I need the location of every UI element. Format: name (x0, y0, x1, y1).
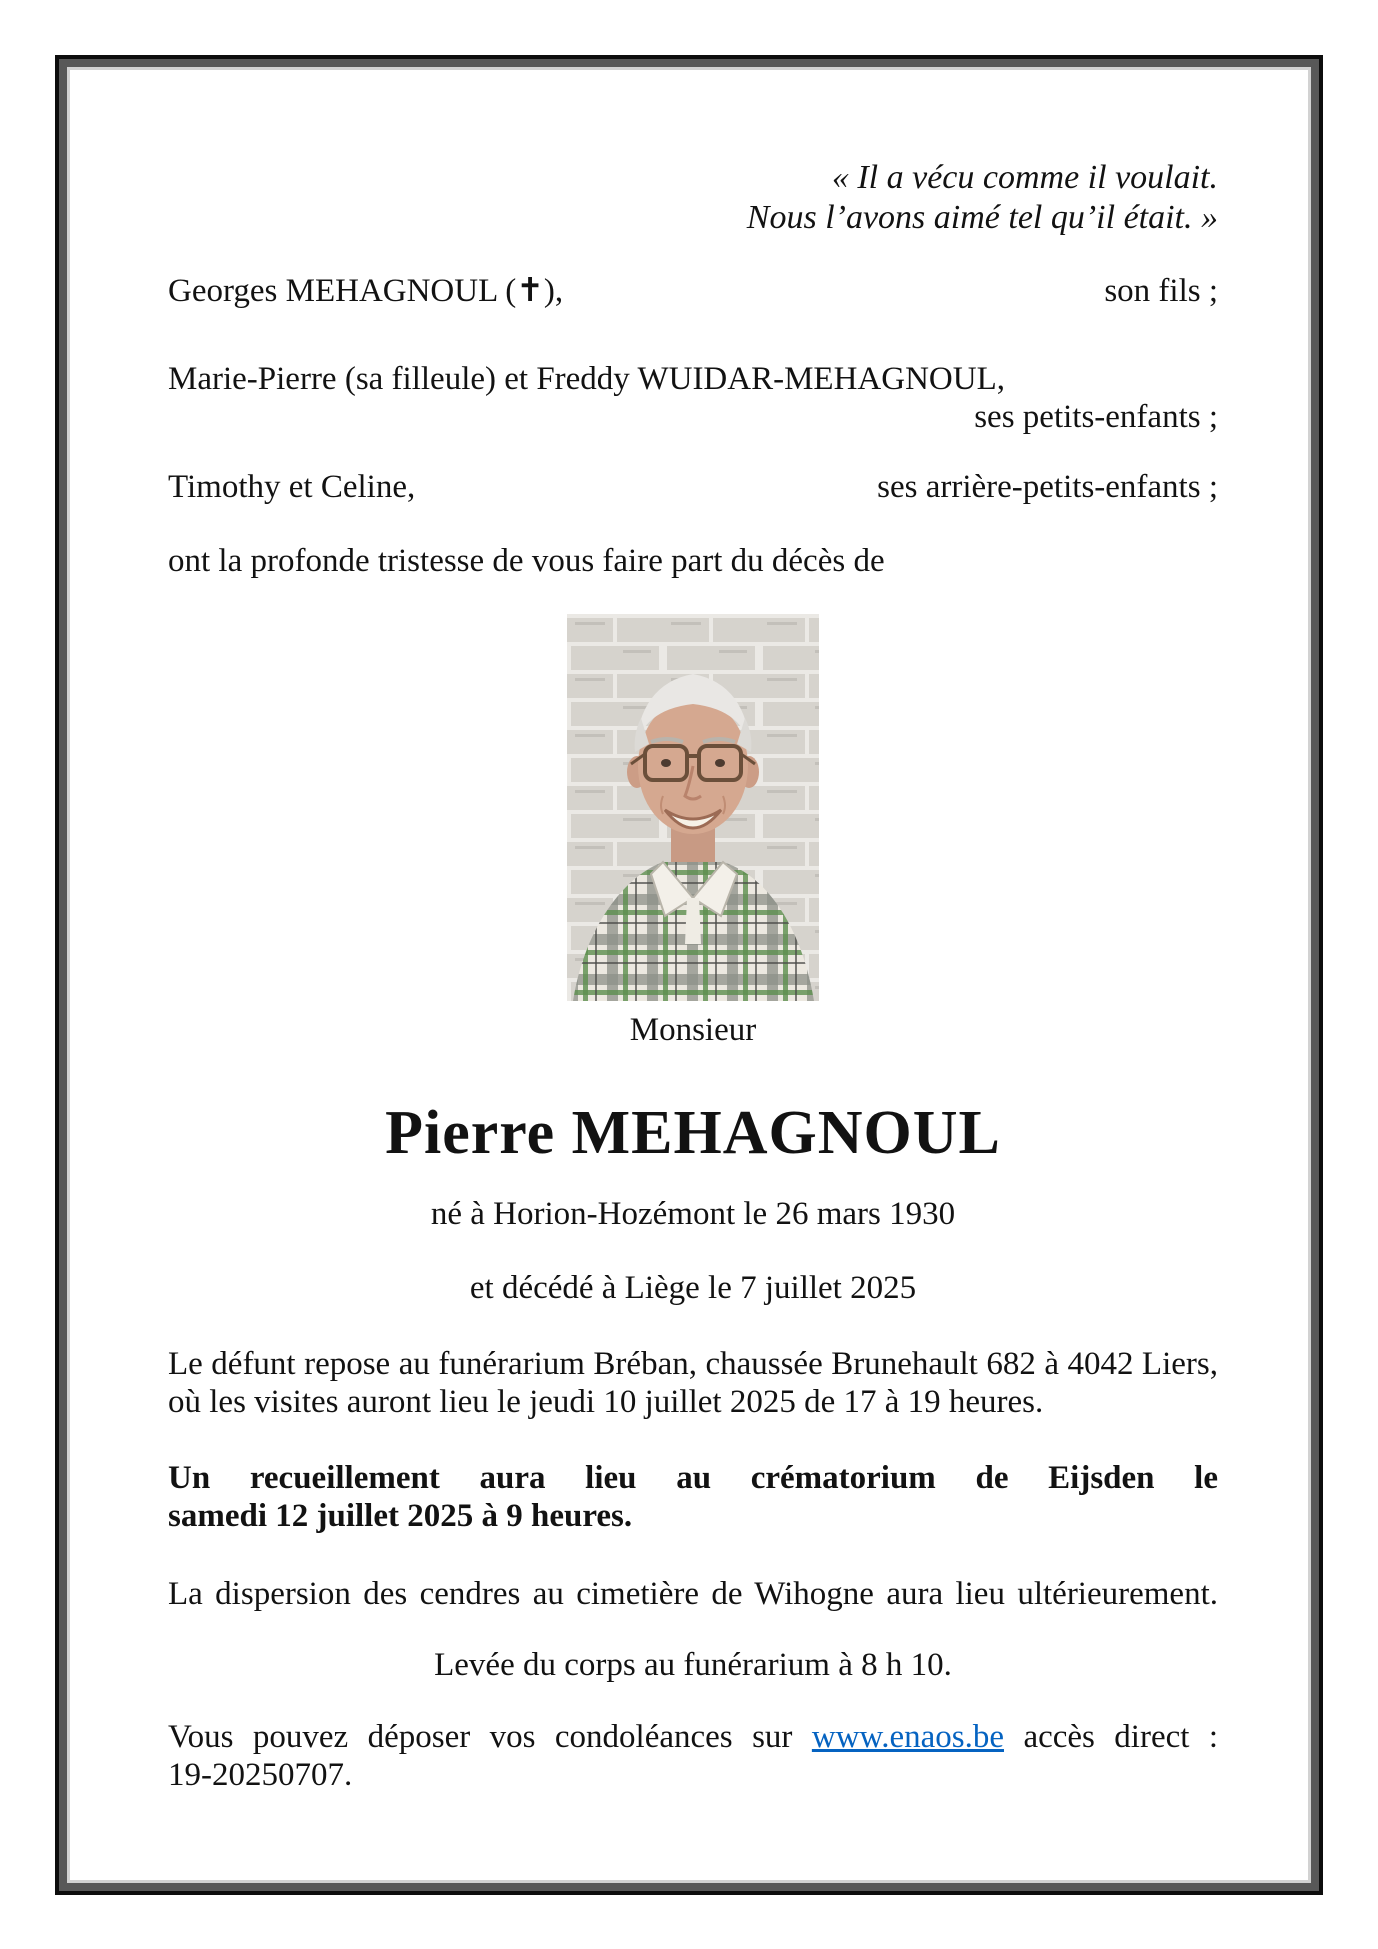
announcement-intro: ont la profonde tristesse de vous faire part du décès de (168, 543, 885, 579)
ceremony-paragraph (168, 1459, 1218, 1535)
repose-line-2: où les visites auront lieu le jeudi 10 juillet 2025 de 17 à 19 heures. (168, 1384, 1044, 1420)
page-frame (55, 55, 1323, 1895)
family-relation-son: son fils ; (1104, 273, 1218, 309)
levee-line: Levée du corps au funérarium à 8 h 10. (434, 1647, 952, 1683)
page-frame-inner (67, 67, 1311, 1883)
quote-line-2: Nous l’avons aimé tel qu’il était. » (746, 199, 1218, 236)
condolences-text-after: accès direct : (1023, 1719, 1219, 1755)
ceremony-line-2: samedi 12 juillet 2025 à 9 heures. (168, 1498, 633, 1534)
family-row-son (168, 272, 1218, 310)
quote-line-1: « Il a vécu comme il voulait. (831, 159, 1218, 196)
deceased-name: Pierre MEHAGNOUL (385, 1099, 1001, 1167)
announcement-content (70, 70, 1308, 1880)
family-row-grandchildren (168, 360, 1218, 436)
condolences-text-before: Vous pouvez déposer vos condoléances sur (168, 1719, 793, 1755)
family-relation-grandchildren: ses petits-enfants ; (974, 399, 1218, 435)
condolences-line-2: 19-20250707. (168, 1757, 353, 1793)
repose-paragraph (168, 1345, 1218, 1421)
enaos-link[interactable]: www.enaos.be (811, 1719, 1004, 1755)
memorial-quote (168, 158, 1218, 238)
repose-line-1: Le défunt repose au funérarium Bréban, chaussée Brunehault 682 à 4042 Liers, (168, 1346, 1218, 1382)
page-frame-mid (59, 59, 1319, 1891)
dispersion-line: La dispersion des cendres au cimetière de Wihogne aura lieu ultérieurement. (168, 1576, 1218, 1612)
family-name-son: Georges MEHAGNOUL (✝), (168, 273, 564, 309)
family-row-great-grandchildren (168, 468, 1218, 506)
family-relation-great-grandchildren: ses arrière-petits-enfants ; (877, 469, 1218, 505)
portrait-photo (567, 614, 819, 1001)
birth-line: né à Horion-Hozémont le 26 mars 1930 (430, 1196, 956, 1232)
condolences-line-1 (168, 1718, 1218, 1756)
portrait-photo-container (168, 614, 1218, 1001)
family-name-grandchildren: Marie-Pierre (sa filleule) et Freddy WUIDAR-MEHAGNOUL, (168, 361, 1005, 397)
condolences-paragraph (168, 1718, 1218, 1794)
ceremony-line-1: Un recueillement aura lieu au crématorium de Eijsden le (168, 1460, 1218, 1496)
death-line: et décédé à Liège le 7 juillet 2025 (469, 1270, 917, 1306)
family-name-great-grandchildren: Timothy et Celine, (168, 469, 416, 505)
salutation: Monsieur (629, 1012, 757, 1048)
